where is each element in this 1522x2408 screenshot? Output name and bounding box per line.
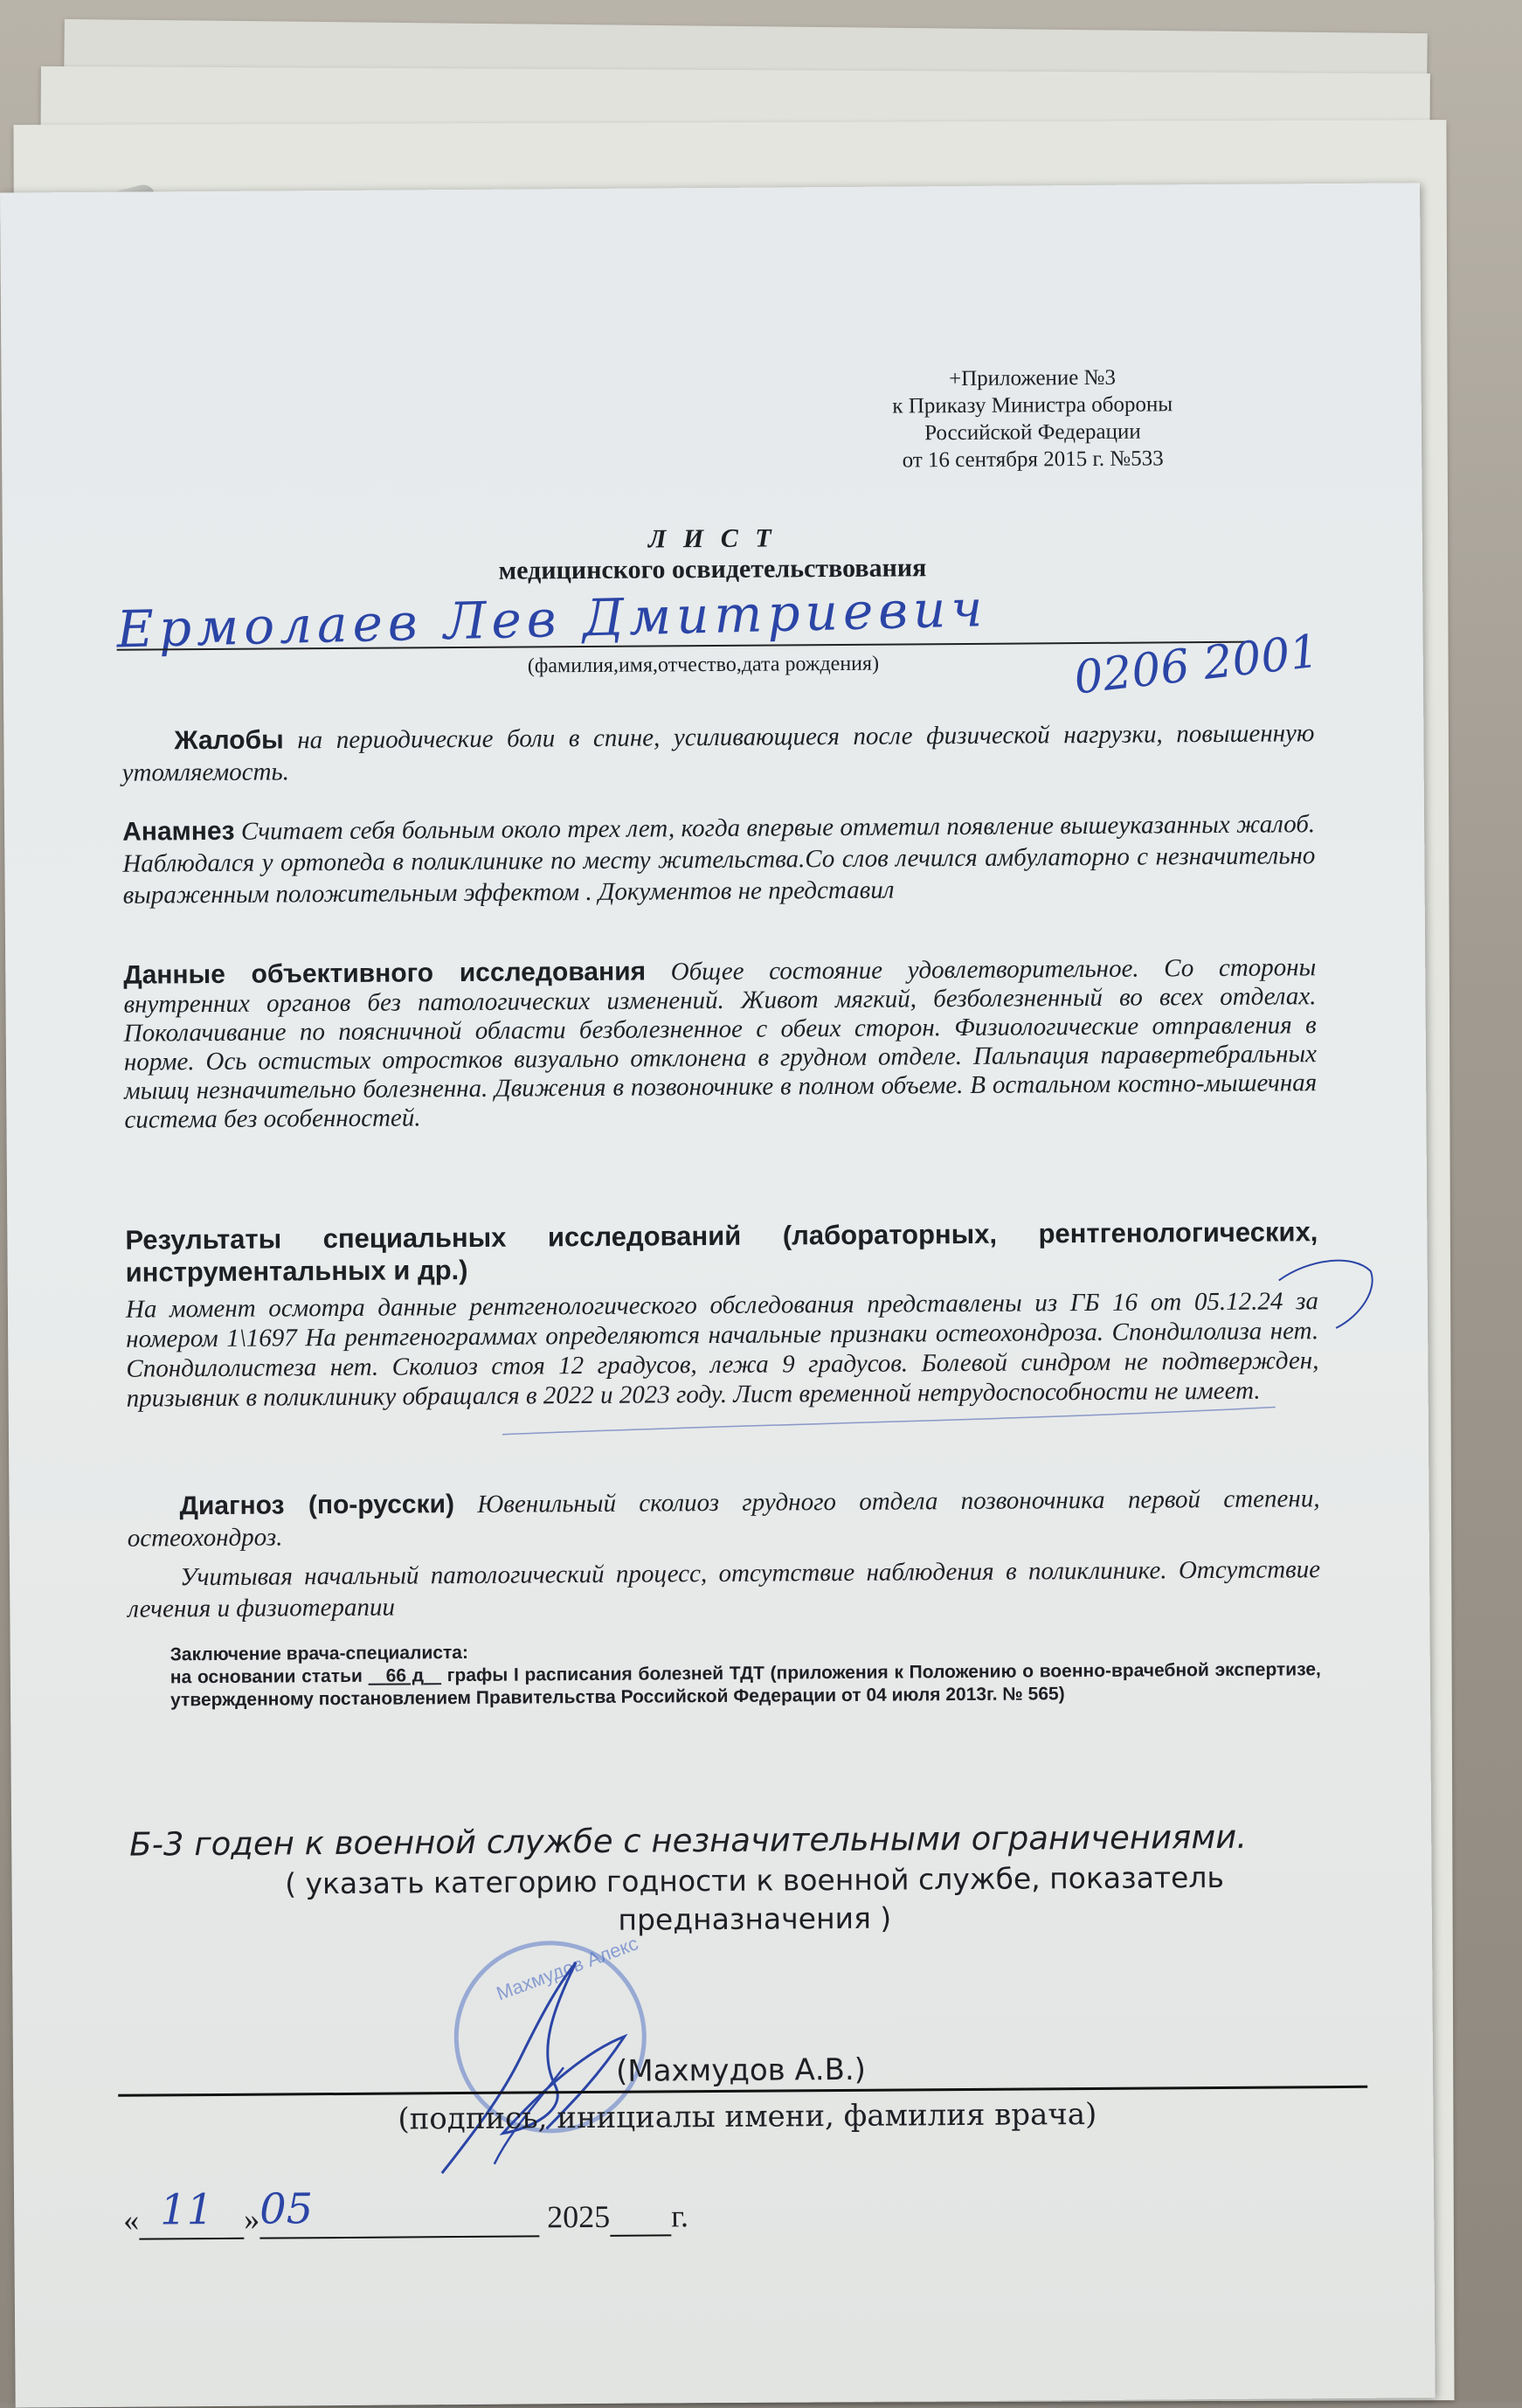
- complaints-section: [121, 717, 1314, 789]
- conclusion-part1: на основании статьи: [169, 1665, 363, 1688]
- patient-name-handwritten: Ермолаев Лев Дмитриевич: [115, 578, 989, 660]
- results-text: На момент осмотра данные рентгенологического обследования представлены из ГБ 16 от 05.12.24 за номером 1\1697 На рентгенограммах определяются начальные признаки остеохондроза. Спондилолиза нет. Спондилолистеза нет. Сколиоз стоя 12 градусов, лежа 9 градусов. Болевой синдром не подтвержден, призывник в поликлинику обращался в 2022 и 2023 году. Лист временной нетрудоспособности не имеет.: [125, 1287, 1319, 1413]
- results-label: Результаты специальных исследований (лабораторных, рентгенологических, инструментальных и др.): [125, 1216, 1318, 1288]
- considering-section: [128, 1553, 1320, 1625]
- conclusion-body: [128, 1658, 1321, 1713]
- conclusion-part2: графы I расписания болезней ТДТ (приложения к Положению о военно-врачебной экспертизе, утвержденному постановлением Правительства Российской Федерации от 04 июля 2013г. № 565): [169, 1659, 1321, 1711]
- conclusion-section: [128, 1636, 1322, 1713]
- stamp-text: Махмудов Алекс: [493, 1932, 641, 2005]
- date-suffix: г.: [671, 2198, 689, 2234]
- date-month-blank: [259, 2184, 539, 2238]
- date-day-handwritten: 11: [159, 2185, 214, 2235]
- name-field-caption: (фамилия,имя,отчество,дата рождения): [527, 652, 880, 678]
- considering-text: Учитывая начальный патологический процесс, отсутствие наблюдения в поликлинике. Отсутствие лечения и физиотерапии: [128, 1555, 1321, 1623]
- date-close-quote: »: [244, 2201, 260, 2237]
- date-year: 2025: [547, 2198, 611, 2235]
- diagnosis-section: [127, 1483, 1319, 1554]
- verdict-caption: ( указать категорию годности к военной службе, показатель предназначения ): [284, 1859, 1225, 1937]
- complaints-label: Жалобы: [174, 725, 284, 756]
- diagnosis-text: Ювенильный сколиоз грудного отдела позвоночника первой степени, остеохондроз.: [127, 1484, 1320, 1553]
- article-number: [369, 1665, 442, 1686]
- anamnesis-label: Анамнез: [122, 816, 235, 847]
- signature-caption: (подпись, инициалы имени, фамилия врача): [398, 2096, 1097, 2137]
- patient-dob-handwritten: 0206 2001: [1071, 625, 1322, 705]
- appendix-line: +Приложение №3: [948, 365, 1117, 391]
- article-number-value: 66 д: [385, 1665, 425, 1686]
- conclusion-heading: Заключение врача-специалиста:: [169, 1642, 469, 1665]
- date-month-handwritten: 05: [259, 2184, 314, 2234]
- document-title: Л И С Т: [647, 523, 777, 554]
- complaints-text: на периодические боли в спине, усиливающиеся после физической нагрузки, повышенную утомляемость.: [121, 719, 1315, 787]
- objective-section: [123, 952, 1317, 1135]
- anamnesis-section: [122, 808, 1316, 911]
- anamnesis-text: Считает себя больным около трех лет, когда впервые отметил появление вышеуказанных жалоб. Наблюдался у ортопеда в поликлинике по месту жительства.Со слов лечился амбулаторно с незначительно выраженным положительным эффектом . Документов не представил: [122, 810, 1316, 910]
- medical-examination-sheet: [0, 183, 1436, 2407]
- pen-mark: [1275, 1254, 1380, 1333]
- doctor-name: (Махмудов А.В.): [615, 2052, 867, 2089]
- objective-text: Общее состояние удовлетворительное. Со стороны внутренних органов без патологических изменений. Живот мягкий, безболезненный во всех отделах. Поколачивание по поясничной области безболезненное с обеих сторон. Физиологические отправления в норме. Ось остистых отростков визуально отклонена в грудном отделе. Пальпация паравертебральных мышц незначительно болезненна. Движения в позвоночнике в полном объеме. В остальном костно-мышечная система без особенностей.: [123, 953, 1318, 1134]
- pen-mark: [498, 1402, 1284, 1443]
- appendix-line: Российской Федерации: [924, 419, 1141, 446]
- document-subtitle: медицинского освидетельствования: [498, 553, 927, 585]
- date-year-blank: [610, 2197, 671, 2236]
- appendix-line: к Приказу Министра обороны: [892, 392, 1173, 419]
- date-open-quote: «: [123, 2202, 140, 2238]
- appendix-line: от 16 сентября 2015 г. №533: [902, 446, 1164, 473]
- results-section: [126, 1286, 1319, 1414]
- appendix-reference: [787, 363, 1277, 474]
- date-field: [123, 2184, 689, 2240]
- fitness-verdict: Б-3 годен к военной службе с незначительными ограничениями.: [129, 1817, 1248, 1864]
- objective-label: Данные объективного исследования: [123, 957, 647, 990]
- results-section-label: [125, 1216, 1318, 1290]
- date-day-blank: [139, 2185, 244, 2240]
- diagnosis-label: Диагноз (по-русски): [179, 1490, 455, 1521]
